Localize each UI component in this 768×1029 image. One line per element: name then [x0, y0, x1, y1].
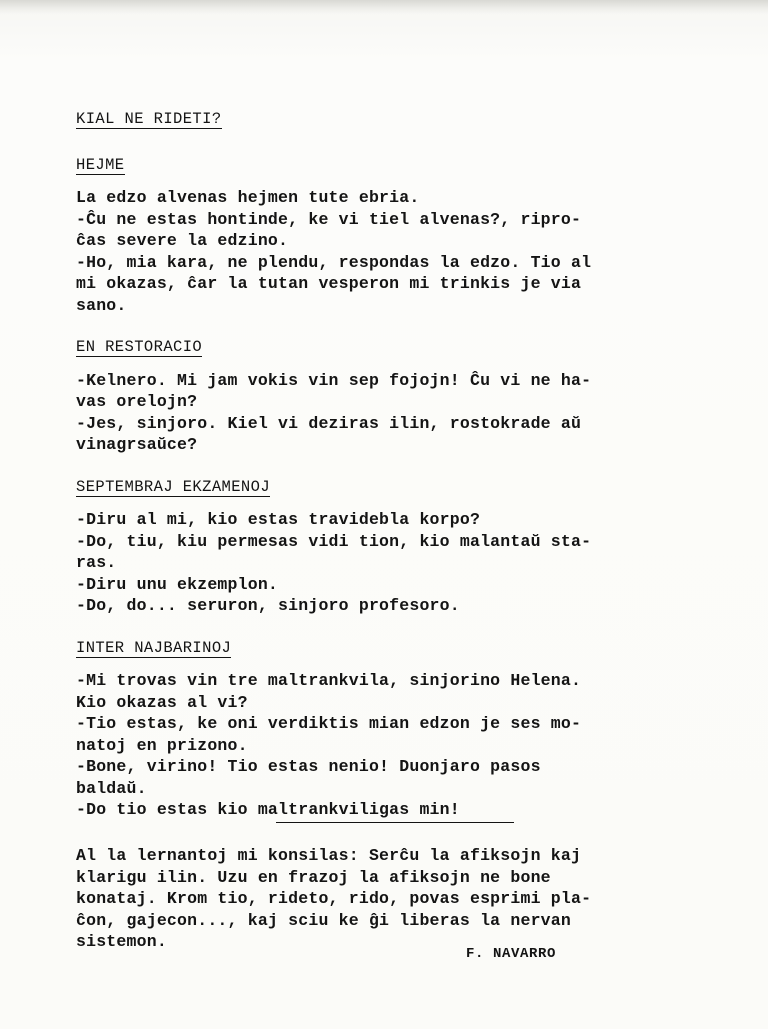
section-text [76, 509, 716, 617]
text-line: -Mi trovas vin tre maltrankvila, sinjorino Helena. [76, 671, 582, 690]
text-line: -Diru al mi, kio estas travidebla korpo? [76, 510, 481, 529]
section-heading: EN RESTORACIO [76, 338, 203, 356]
text-line: vinagrsaŭce? [76, 435, 198, 454]
text-line: -Diru unu ekzemplon. [76, 574, 279, 594]
section-text [76, 187, 716, 316]
section-restoracio [76, 336, 716, 456]
text-line: -Tio estas, ke oni verdiktis mian edzon je ses mo- [76, 714, 582, 733]
section-title [76, 108, 716, 130]
text-line: sistemon. [76, 932, 167, 951]
section-heading: SEPTEMBRAJ EKZAMENOJ [76, 477, 271, 496]
section-text [76, 370, 716, 456]
advice-paragraph [76, 845, 716, 953]
text-line: -Ho, mia kara, ne plendu, respondas la edzo. Tio al [76, 252, 592, 272]
section-najbarinoj [76, 637, 716, 821]
text-line: -Do, tiu, kiu permesas vidi tion, kio malantaŭ sta- [76, 531, 592, 551]
text-line: baldaŭ. [76, 778, 147, 798]
text-line: mi okazas, ĉar la tutan vesperon mi trinkis je via [76, 274, 582, 293]
text-line: ĉon, gajecon..., kaj sciu ke ĝi liberas la nervan [76, 910, 571, 930]
text-line: klarigu ilin. Uzu en frazoj la afiksojn ne bone [76, 867, 551, 887]
text-line: vas orelojn? [76, 392, 198, 411]
text-line: -Do, do... seruron, sinjoro profesoro. [76, 596, 460, 615]
text-line: konataj. Krom tio, rideto, rido, povas esprimi pla- [76, 889, 592, 908]
section-hejme [76, 154, 716, 317]
text-line: sano. [76, 295, 127, 315]
text-line: -Jes, sinjoro. Kiel vi deziras ilin, rostokrade aŭ [76, 413, 582, 433]
page-top-edge [0, 0, 768, 14]
section-heading: INTER NAJBARINOJ [76, 638, 232, 657]
text-line: -Do tio estas kio maltrankviligas min! [76, 800, 460, 819]
text-line: natoj en prizono. [76, 735, 248, 755]
text-line: -Ĉu ne estas hontinde, ke vi tiel alvenas?, ripro- [76, 209, 582, 229]
text-line: ĉas severe la edzino. [76, 231, 289, 250]
text-line: -Kelnero. Mi jam vokis vin sep fojojn! Ĉu vi ne ha- [76, 370, 592, 390]
article-body [76, 108, 716, 821]
section-ekzamenoj [76, 476, 716, 617]
text-line: La edzo alvenas hejmen tute ebria. [76, 188, 420, 207]
text-line: ras. [76, 553, 117, 572]
text-line: Kio okazas al vi? [76, 692, 248, 712]
section-text [76, 670, 716, 821]
text-line: -Bone, virino! Tio estas nenio! Duonjaro pasos [76, 757, 541, 776]
text-line: Al la lernantoj mi konsilas: Serĉu la afiksojn kaj [76, 846, 582, 865]
section-heading: HEJME [76, 155, 125, 174]
divider-rule [276, 822, 514, 823]
article-title: KIAL NE RIDETI? [76, 110, 222, 128]
author-signature: F. NAVARRO [466, 946, 557, 962]
